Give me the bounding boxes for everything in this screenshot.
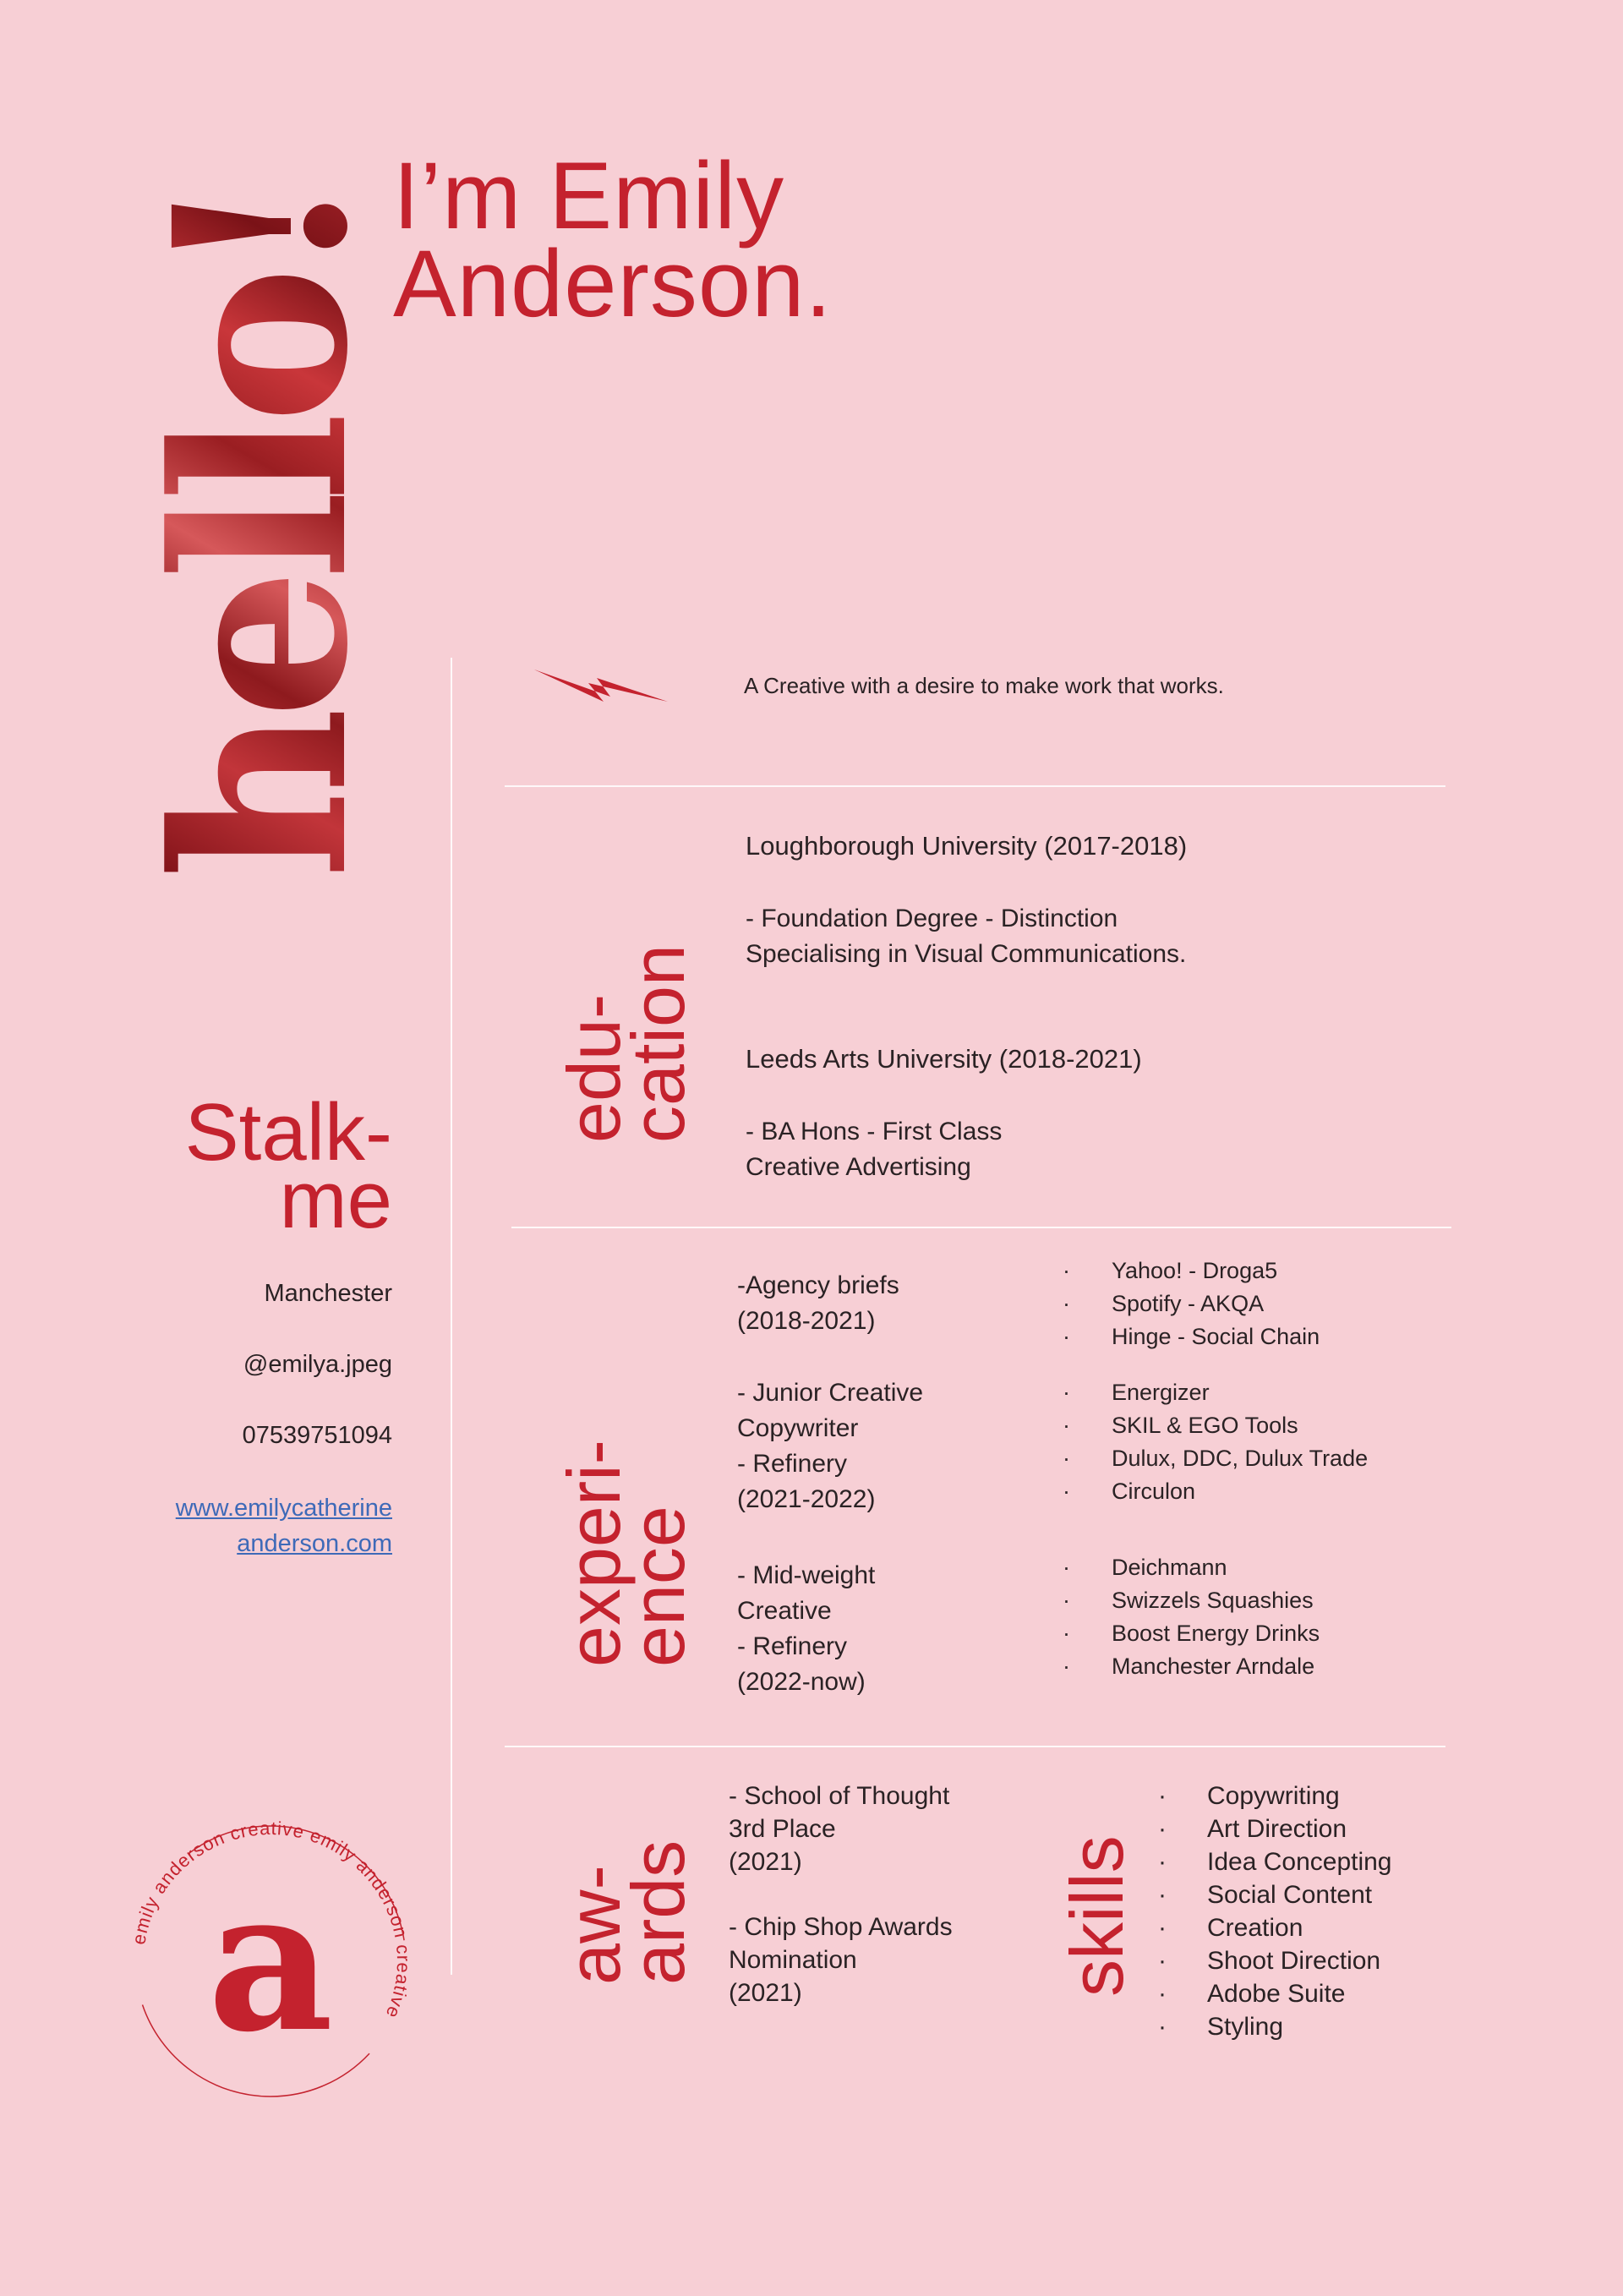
award-line: - Chip Shop Awards	[729, 1913, 953, 1941]
name-line-2: Anderson.	[393, 231, 833, 336]
list-item: · Creation	[1207, 1911, 1461, 1944]
role-line: - Junior Creative	[737, 1379, 924, 1407]
list-item: · Hinge - Social Chain	[1112, 1320, 1450, 1353]
degree-line: Creative Advertising	[746, 1153, 971, 1181]
list-item: · Shoot Direction	[1207, 1944, 1461, 1977]
name-line-1: I’m Emily	[393, 143, 785, 249]
role-line: (2021-2022)	[737, 1485, 876, 1513]
contact-handle[interactable]: @emilya.jpeg	[243, 1351, 392, 1378]
award-line: (2021)	[729, 1979, 802, 2007]
award-item	[729, 1911, 999, 2009]
client-list	[1112, 1376, 1450, 1508]
experience-heading	[552, 1295, 700, 1667]
awards-heading-line-1: aw-	[552, 1865, 636, 1985]
degree-line: Specialising in Visual Communications.	[746, 940, 1187, 968]
logo-mark	[110, 1801, 431, 2122]
client-list	[1112, 1255, 1450, 1353]
logo-ring-text: emily anderson creative emily anderson creative	[128, 1817, 415, 2022]
role-line: (2018-2021)	[737, 1307, 876, 1335]
contact-phone[interactable]: 07539751094	[242, 1422, 392, 1449]
education-entry	[746, 1041, 1422, 1185]
list-item: · Energizer	[1112, 1376, 1450, 1409]
education-heading-line-2: cation	[616, 944, 700, 1143]
skills-heading-line: skills	[1055, 1835, 1139, 1997]
list-item: · Swizzels Squashies	[1112, 1584, 1450, 1617]
list-item: · Adobe Suite	[1207, 1977, 1461, 2010]
award-line: Nomination	[729, 1946, 857, 1974]
role-line: -Agency briefs	[737, 1271, 899, 1299]
list-item: · Circulon	[1112, 1475, 1450, 1508]
role-line: Copywriter	[737, 1414, 859, 1442]
education-heading	[552, 839, 700, 1143]
list-item: · Boost Energy Drinks	[1112, 1617, 1450, 1650]
list-item: · Manchester Arndale	[1112, 1650, 1450, 1683]
list-item: · Dulux, DDC, Dulux Trade	[1112, 1442, 1450, 1475]
education-entry	[746, 828, 1422, 972]
hello-wordmark: hello!	[152, 135, 372, 879]
award-item	[729, 1779, 999, 1878]
vertical-divider	[451, 658, 452, 1975]
lightning-bolt-icon	[534, 658, 669, 722]
list-item: · Social Content	[1207, 1878, 1461, 1911]
list-item: · Spotify - AKQA	[1112, 1287, 1450, 1320]
experience-role	[737, 1558, 1025, 1700]
logo-letter: a	[207, 1847, 334, 2075]
award-line: (2021)	[729, 1848, 802, 1876]
divider-experience	[505, 1746, 1445, 1747]
list-item: · Art Direction	[1207, 1812, 1461, 1845]
experience-role	[737, 1268, 1025, 1339]
website-link-line-1[interactable]: www.emilycatherine	[175, 1495, 392, 1522]
school-name: Loughborough University (2017-2018)	[746, 831, 1188, 861]
tagline: A Creative with a desire to make work that works.	[744, 673, 1224, 698]
list-item: · Idea Concepting	[1207, 1845, 1461, 1878]
role-line: - Refinery	[737, 1632, 848, 1660]
list-item: · Yahoo! - Droga5	[1112, 1255, 1450, 1287]
role-line: - Refinery	[737, 1450, 848, 1478]
divider-education	[511, 1227, 1451, 1228]
experience-heading-line-2: ence	[616, 1506, 700, 1667]
experience-heading-line-1: experi-	[552, 1440, 636, 1667]
contact-location: Manchester	[264, 1280, 392, 1307]
website-link-line-2[interactable]: anderson.com	[237, 1530, 392, 1557]
logo	[110, 1801, 431, 2122]
list-item: · SKIL & EGO Tools	[1112, 1409, 1450, 1442]
awards-heading	[552, 1782, 700, 1985]
education-heading-line-1: edu-	[552, 993, 636, 1143]
awards-heading-line-2: ards	[616, 1840, 700, 1985]
website-link[interactable]	[176, 1490, 392, 1561]
experience-role	[737, 1375, 1025, 1517]
degree-line: - BA Hons - First Class	[746, 1118, 1003, 1145]
role-line: Creative	[737, 1597, 832, 1625]
divider-tagline	[505, 785, 1445, 787]
degree-line: - Foundation Degree - Distinction	[746, 905, 1118, 932]
stalk-line-2: me	[279, 1155, 392, 1245]
list-item: · Copywriting	[1207, 1779, 1461, 1812]
role-line: - Mid-weight	[737, 1561, 876, 1589]
award-line: 3rd Place	[729, 1815, 836, 1843]
award-line: - School of Thought	[729, 1782, 950, 1810]
page-title	[393, 143, 833, 336]
list-item: · Deichmann	[1112, 1551, 1450, 1584]
client-list	[1112, 1551, 1450, 1683]
stalk-me-heading	[184, 1087, 392, 1245]
list-item: · Styling	[1207, 2010, 1461, 2043]
skills-list	[1207, 1779, 1461, 2043]
school-name: Leeds Arts University (2018-2021)	[746, 1044, 1142, 1074]
role-line: (2022-now)	[737, 1668, 866, 1696]
stalk-line-1: Stalk-	[184, 1087, 392, 1178]
skills-heading	[1055, 1777, 1139, 1997]
